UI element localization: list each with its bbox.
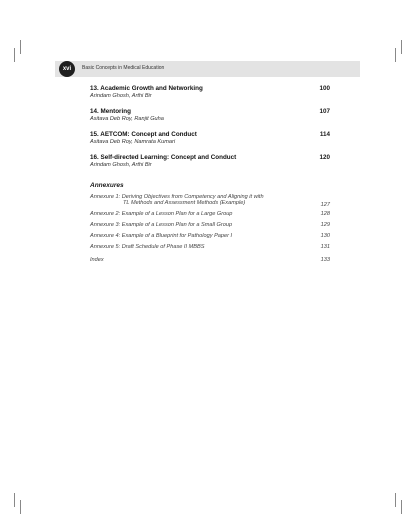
crop-mark xyxy=(401,500,402,514)
annexure-page: 131 xyxy=(320,244,330,250)
chapter-page: 100 xyxy=(319,85,330,92)
annexure-item xyxy=(90,222,330,228)
annexure-title: Annexure 5: Draft Schedule of Phase II MBBS xyxy=(90,244,205,250)
crop-mark xyxy=(20,500,21,514)
annexure-item xyxy=(90,194,330,206)
crop-mark xyxy=(14,48,15,62)
toc-entry xyxy=(90,85,330,99)
annexure-item xyxy=(90,233,330,239)
toc-entry xyxy=(90,154,330,168)
annexure-title: Annexure 4: Example of a Blueprint for Pathology Paper I xyxy=(90,233,233,239)
index-page: 133 xyxy=(320,257,330,263)
index-label: Index xyxy=(90,257,104,263)
crop-mark xyxy=(395,48,396,62)
annexure-page: 129 xyxy=(320,222,330,228)
toc-entry xyxy=(90,108,330,122)
crop-mark xyxy=(401,40,402,54)
annexure-page: 127 xyxy=(320,202,330,208)
crop-mark xyxy=(14,493,15,507)
toc-entry xyxy=(90,131,330,145)
chapter-page: 107 xyxy=(319,108,330,115)
annexure-item xyxy=(90,244,330,250)
running-title: Basic Concepts in Medical Education xyxy=(82,65,165,71)
chapter-authors: Arindam Ghosh, Arthi Bir xyxy=(90,93,152,99)
annexure-title: Annexure 1: Deriving Objectives from Competency and Aligning it with xyxy=(90,194,264,200)
chapter-page: 120 xyxy=(319,154,330,161)
index-entry xyxy=(90,257,330,263)
chapter-title: 14. Mentoring xyxy=(90,108,131,115)
chapter-authors: Asitava Deb Roy, Ranjit Guha xyxy=(90,116,164,122)
chapter-authors: Arindam Ghosh, Arthi Bir xyxy=(90,162,152,168)
annexures-heading: Annexures xyxy=(90,182,124,189)
annexure-item xyxy=(90,211,330,217)
chapter-title: 16. Self-directed Learning: Concept and Conduct xyxy=(90,154,237,161)
toc-list xyxy=(90,85,330,268)
annexure-page: 130 xyxy=(320,233,330,239)
chapter-page: 114 xyxy=(319,131,330,138)
annexure-title: Annexure 2: Example of a Lesson Plan for a Large Group xyxy=(90,211,233,217)
page-number-badge: xvi xyxy=(59,61,75,77)
crop-mark xyxy=(395,493,396,507)
annexure-page: 128 xyxy=(320,211,330,217)
chapter-authors: Asitava Deb Roy, Namrata Kumari xyxy=(90,139,176,145)
annexure-title: Annexure 3: Example of a Lesson Plan for a Small Group xyxy=(90,222,233,228)
chapter-title: 15. AETCOM: Concept and Conduct xyxy=(90,131,197,138)
crop-mark xyxy=(20,40,21,54)
chapter-title: 13. Academic Growth and Networking xyxy=(90,85,203,92)
annexure-title-continued: TL Methods and Assessment Methods (Example) xyxy=(123,200,246,206)
